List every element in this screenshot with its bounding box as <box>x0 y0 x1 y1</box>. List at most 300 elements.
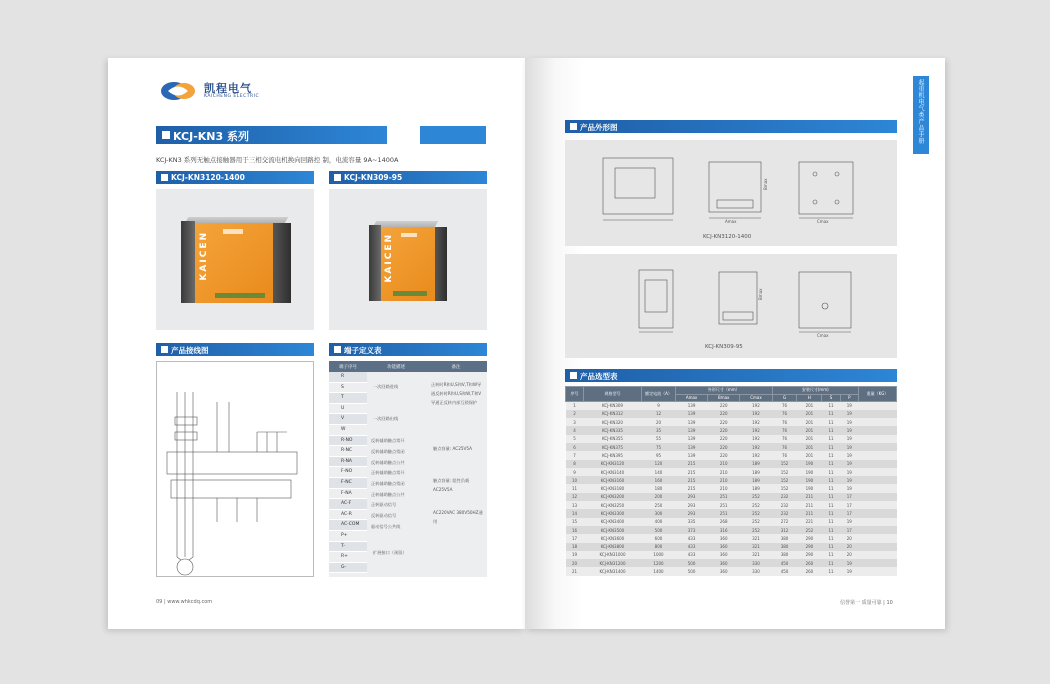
table-cell: 6 <box>566 443 584 451</box>
terminal-cell: G- <box>329 563 367 574</box>
table-cell: 95 <box>642 451 676 459</box>
table-cell: 210 <box>708 484 740 492</box>
outline-panel-a <box>565 140 897 246</box>
table-row <box>566 468 897 476</box>
table-cell: 232 <box>772 501 797 509</box>
table-cell-weight <box>859 509 897 517</box>
col-header-weight: 重量（KG） <box>859 387 897 402</box>
terminal-cell: V <box>329 414 367 425</box>
table-cell: 232 <box>772 509 797 517</box>
table-cell: 189 <box>740 484 772 492</box>
terminal-cell: AC-COM <box>329 520 367 531</box>
table-cell-weight <box>859 543 897 551</box>
right-footer: 信誉第一 质量可靠 | 10 <box>840 600 893 606</box>
table-cell: 11 <box>822 534 840 542</box>
remark-cell: 触点容量: 阻性负载 AC25V5A <box>433 478 470 492</box>
table-cell: 11 <box>822 418 840 426</box>
table-cell: 360 <box>708 551 740 559</box>
table-cell: KCJ-KN31200 <box>584 559 642 567</box>
table-cell: 316 <box>708 526 740 534</box>
product-photo-a <box>156 189 314 330</box>
table-cell: 321 <box>740 534 772 542</box>
table-cell: 11 <box>822 426 840 434</box>
terminal-cell: F-NA <box>329 489 367 500</box>
table-cell: 189 <box>740 460 772 468</box>
table-cell: 192 <box>740 435 772 443</box>
table-cell: 189 <box>740 476 772 484</box>
table-cell: 11 <box>822 567 840 575</box>
table-cell: 600 <box>642 534 676 542</box>
table-cell: 11 <box>822 402 840 410</box>
table-cell: 192 <box>740 402 772 410</box>
table-cell: 211 <box>797 501 822 509</box>
table-row <box>566 543 897 551</box>
function-cell: 反转辅助触点常开 <box>371 438 405 443</box>
table-cell: 16 <box>566 526 584 534</box>
table-cell: 433 <box>676 551 708 559</box>
function-cell: 驱动信号公共线 <box>371 524 401 529</box>
table-cell: 11 <box>822 476 840 484</box>
table-cell: 215 <box>676 460 708 468</box>
terminal-cell: R-NA <box>329 457 367 468</box>
table-cell-weight <box>859 426 897 434</box>
table-cell: 19 <box>840 410 858 418</box>
terminal-cell: R-NO <box>329 436 367 447</box>
table-cell: 321 <box>740 543 772 551</box>
left-footer: 09 | www.whkcdq.com <box>156 599 213 605</box>
table-cell: 19 <box>840 460 858 468</box>
terminal-cell: AC-F <box>329 499 367 510</box>
table-cell: 272 <box>772 518 797 526</box>
table-row <box>566 402 897 410</box>
terminal-cell: F-NO <box>329 467 367 478</box>
table-cell: 500 <box>676 559 708 567</box>
table-cell: 251 <box>708 493 740 501</box>
brand-subtitle: KAICHENG ELECTRIC <box>204 94 260 99</box>
table-cell: 450 <box>772 559 797 567</box>
table-cell-weight <box>859 567 897 575</box>
selection-table-body <box>566 402 897 576</box>
table-cell: 215 <box>676 476 708 484</box>
table-cell: 18 <box>566 543 584 551</box>
table-cell-weight <box>859 559 897 567</box>
table-cell: 2 <box>566 410 584 418</box>
square-bullet-icon <box>161 174 168 181</box>
table-cell: 20 <box>566 559 584 567</box>
table-cell: 139 <box>676 426 708 434</box>
model-a-label: KCJ-KN3120-1400 <box>171 172 245 182</box>
table-cell: 17 <box>840 526 858 534</box>
selection-header <box>565 369 897 382</box>
table-cell-weight <box>859 460 897 468</box>
table-row <box>566 526 897 534</box>
wiring-header <box>156 343 314 356</box>
square-bullet-icon <box>161 346 168 353</box>
table-cell: 19 <box>840 451 858 459</box>
table-cell: KCJ-KN355 <box>584 435 642 443</box>
table-cell: 192 <box>740 451 772 459</box>
table-cell: 201 <box>797 410 822 418</box>
table-cell: 192 <box>740 418 772 426</box>
table-cell: 19 <box>840 426 858 434</box>
table-row <box>566 476 897 484</box>
table-cell: 15 <box>566 518 584 526</box>
table-cell: 500 <box>642 526 676 534</box>
table-row <box>566 551 897 559</box>
function-cell: 正转驱动信号 <box>371 502 397 507</box>
table-cell: 9 <box>566 468 584 476</box>
table-cell: KCJ-KN3160 <box>584 476 642 484</box>
remark-cell: 正转时R和U,S和V,T和W导通反转时R和U,S和W,T和V导通正反转内部互锁保护 <box>431 382 482 405</box>
table-cell: 300 <box>642 509 676 517</box>
table-cell: KCJ-KN3400 <box>584 518 642 526</box>
table-cell: 19 <box>840 484 858 492</box>
table-cell: 76 <box>772 451 797 459</box>
table-cell-weight <box>859 493 897 501</box>
outline-drawing-b-icon <box>599 266 861 338</box>
table-row <box>566 534 897 542</box>
table-cell: 4 <box>566 426 584 434</box>
function-cell: 正转辅助触点公共 <box>371 492 405 497</box>
table-cell: 252 <box>797 526 822 534</box>
table-cell: 19 <box>840 476 858 484</box>
table-cell-weight <box>859 501 897 509</box>
table-cell: 11 <box>822 501 840 509</box>
table-cell: 19 <box>840 418 858 426</box>
table-cell: 360 <box>708 543 740 551</box>
dim-label-amax: Amax <box>725 219 737 224</box>
table-cell: 140 <box>642 468 676 476</box>
model-b-header <box>329 171 487 184</box>
table-cell-weight <box>859 526 897 534</box>
table-cell: 252 <box>740 518 772 526</box>
table-cell: 152 <box>772 476 797 484</box>
table-cell: 20 <box>840 534 858 542</box>
function-cell: 反转辅助触点常闭 <box>371 449 405 454</box>
table-cell: 380 <box>772 551 797 559</box>
table-cell: 215 <box>676 468 708 476</box>
table-row <box>566 509 897 517</box>
table-cell: 17 <box>840 501 858 509</box>
function-cell: 反转驱动信号 <box>371 513 397 518</box>
table-cell-weight <box>859 484 897 492</box>
table-cell: 373 <box>676 526 708 534</box>
table-cell-weight <box>859 418 897 426</box>
function-cell: 反转辅助触点公共 <box>371 460 405 465</box>
table-cell: 19 <box>840 567 858 575</box>
table-cell: 190 <box>797 468 822 476</box>
table-cell: 312 <box>772 526 797 534</box>
series-description: KCJ-KN3 系列无触点接触器用于三相交流电机换向回路控 制，电流容量 9A~1400A <box>156 156 399 164</box>
terminal-cell: W <box>329 425 367 436</box>
square-bullet-icon <box>570 123 577 130</box>
table-cell: 252 <box>740 526 772 534</box>
table-cell: KCJ-KN312 <box>584 410 642 418</box>
table-cell: 192 <box>740 410 772 418</box>
table-cell: 160 <box>642 476 676 484</box>
table-cell: 76 <box>772 410 797 418</box>
table-cell: 220 <box>708 435 740 443</box>
remark-cell: 触点容量: AC25V5A <box>433 446 472 451</box>
terminal-title: 端子定义表 <box>344 345 382 355</box>
terminal-header <box>329 343 487 356</box>
table-row <box>566 501 897 509</box>
table-cell: 14 <box>566 509 584 517</box>
col-header-model: 规格型号 <box>584 387 642 402</box>
table-cell-weight <box>859 402 897 410</box>
table-cell: 190 <box>797 476 822 484</box>
col-header-p: P <box>840 394 858 402</box>
table-cell: 19 <box>840 559 858 567</box>
table-cell: 220 <box>708 443 740 451</box>
table-cell: 210 <box>708 460 740 468</box>
table-cell: 251 <box>708 501 740 509</box>
selection-title: 产品选型表 <box>580 371 618 381</box>
table-cell: 1200 <box>642 559 676 567</box>
table-cell: 21 <box>566 567 584 575</box>
table-cell: 330 <box>740 567 772 575</box>
table-cell: 17 <box>840 509 858 517</box>
table-cell: 17 <box>566 534 584 542</box>
series-title-bar <box>156 126 486 144</box>
table-cell: 321 <box>740 551 772 559</box>
table-cell: 76 <box>772 435 797 443</box>
side-tab <box>913 76 929 154</box>
table-cell: 19 <box>840 468 858 476</box>
table-cell: 8 <box>566 460 584 468</box>
col-header-current: 额定电流（A） <box>642 387 676 402</box>
selection-table <box>565 386 897 576</box>
table-cell: 17 <box>840 493 858 501</box>
table-cell: 250 <box>642 501 676 509</box>
dim-label-cmax: Cmax <box>817 219 829 224</box>
outline-panel-b <box>565 254 897 358</box>
table-cell: 75 <box>642 443 676 451</box>
table-cell: 360 <box>708 567 740 575</box>
wiring-diagram <box>156 361 314 577</box>
table-cell-weight <box>859 551 897 559</box>
table-cell: 800 <box>642 543 676 551</box>
table-cell: 201 <box>797 451 822 459</box>
table-cell: 152 <box>772 484 797 492</box>
table-cell: 201 <box>797 426 822 434</box>
table-cell: 190 <box>797 460 822 468</box>
table-cell: 139 <box>676 443 708 451</box>
table-cell: 12 <box>642 410 676 418</box>
model-b-label: KCJ-KN309-95 <box>344 172 403 182</box>
table-row <box>566 435 897 443</box>
table-cell: 12 <box>566 493 584 501</box>
function-cell: 正转辅助触点常开 <box>371 470 405 475</box>
table-cell: 1400 <box>642 567 676 575</box>
table-cell: 19 <box>840 402 858 410</box>
function-cell: 一次回路进线 <box>373 384 399 389</box>
table-cell: 293 <box>676 501 708 509</box>
col-header-g: G <box>772 394 797 402</box>
table-cell: 1 <box>566 402 584 410</box>
table-cell: 221 <box>797 518 822 526</box>
table-cell: 290 <box>797 543 822 551</box>
table-row <box>566 484 897 492</box>
table-cell: 19 <box>840 443 858 451</box>
model-a-header <box>156 171 314 184</box>
left-page <box>108 58 525 629</box>
series-title: KCJ-KN3 系列 <box>173 130 249 143</box>
table-row <box>566 418 897 426</box>
table-cell: 11 <box>822 484 840 492</box>
terminal-cell: U <box>329 404 367 415</box>
table-cell: 20 <box>840 551 858 559</box>
col-header-remark: 备注 <box>425 361 487 372</box>
table-cell: 290 <box>797 551 822 559</box>
table-cell: 139 <box>676 435 708 443</box>
terminal-cell: R-NC <box>329 446 367 457</box>
table-cell: 11 <box>822 451 840 459</box>
table-cell: 19 <box>566 551 584 559</box>
table-cell: 433 <box>676 534 708 542</box>
outline-header <box>565 120 897 133</box>
table-cell: 293 <box>676 509 708 517</box>
function-cell: 正转辅助触点常闭 <box>371 481 405 486</box>
table-cell: 13 <box>566 501 584 509</box>
table-cell: KCJ-KN320 <box>584 418 642 426</box>
table-row <box>566 493 897 501</box>
table-cell: 76 <box>772 443 797 451</box>
table-cell: KCJ-KN3140 <box>584 468 642 476</box>
table-row <box>566 567 897 575</box>
table-cell: KCJ-KN335 <box>584 426 642 434</box>
table-cell-weight <box>859 534 897 542</box>
table-cell: 180 <box>642 484 676 492</box>
table-cell: KCJ-KN3800 <box>584 543 642 551</box>
table-cell: 11 <box>822 435 840 443</box>
table-cell: 201 <box>797 418 822 426</box>
table-cell: KCJ-KN375 <box>584 443 642 451</box>
function-cell: 扩展接口（预留） <box>373 550 407 555</box>
table-cell: 120 <box>642 460 676 468</box>
table-cell: 360 <box>708 559 740 567</box>
terminal-cell: P+ <box>329 531 367 542</box>
outline-a-caption: KCJ-KN3120-1400 <box>703 234 752 240</box>
dim-label-cmax: Cmax <box>817 333 829 338</box>
table-cell: 11 <box>822 443 840 451</box>
table-cell: 220 <box>708 402 740 410</box>
table-cell: 192 <box>740 443 772 451</box>
table-cell: KCJ-KN3120 <box>584 460 642 468</box>
table-cell: 11 <box>822 460 840 468</box>
table-cell: KCJ-KN3250 <box>584 501 642 509</box>
table-cell: 211 <box>797 509 822 517</box>
table-cell: 330 <box>740 559 772 567</box>
dim-label-bmax: Bmax <box>758 288 763 300</box>
table-cell: 11 <box>822 559 840 567</box>
table-cell: 252 <box>740 509 772 517</box>
table-cell: KCJ-KN3200 <box>584 493 642 501</box>
outline-title: 产品外形图 <box>580 122 618 132</box>
table-cell: 260 <box>797 559 822 567</box>
device-brand-text: KAICEN <box>384 233 394 283</box>
table-cell: 192 <box>740 426 772 434</box>
table-cell: KCJ-KN3600 <box>584 534 642 542</box>
col-header-no: 序号 <box>566 387 584 402</box>
table-cell: 220 <box>708 418 740 426</box>
col-header-cmax: Cmax <box>740 394 772 402</box>
table-cell: 220 <box>708 451 740 459</box>
table-row <box>566 460 897 468</box>
table-cell: 35 <box>642 426 676 434</box>
brand-logo-icon <box>160 80 200 102</box>
table-cell: 220 <box>708 426 740 434</box>
table-cell: 139 <box>676 451 708 459</box>
product-photo-b <box>329 189 487 330</box>
table-cell: KCJ-KN31000 <box>584 551 642 559</box>
col-header-mount: 安装尺寸(mm) <box>772 387 858 395</box>
table-cell-weight <box>859 468 897 476</box>
table-cell: 10 <box>566 476 584 484</box>
table-cell: 76 <box>772 402 797 410</box>
table-cell: 268 <box>708 518 740 526</box>
table-cell: 11 <box>822 543 840 551</box>
table-cell: 11 <box>822 410 840 418</box>
table-cell: 215 <box>676 484 708 492</box>
table-cell: 201 <box>797 443 822 451</box>
table-cell: 433 <box>676 543 708 551</box>
table-cell: 55 <box>642 435 676 443</box>
table-row <box>566 410 897 418</box>
terminal-cell: AC-R <box>329 510 367 521</box>
table-cell: 220 <box>708 410 740 418</box>
table-cell: 200 <box>642 493 676 501</box>
table-cell: 11 <box>822 468 840 476</box>
table-row <box>566 518 897 526</box>
col-header-outer: 外形尺寸（mm） <box>676 387 773 395</box>
table-cell: 139 <box>676 418 708 426</box>
table-row <box>566 559 897 567</box>
table-cell-weight <box>859 451 897 459</box>
table-cell: 210 <box>708 468 740 476</box>
table-cell: 11 <box>822 493 840 501</box>
table-cell: KCJ-KN3180 <box>584 484 642 492</box>
dim-label-bmax: Bmax <box>763 178 768 190</box>
col-header-terminal: 端子序号 <box>329 361 367 372</box>
terminal-cell: T- <box>329 542 367 553</box>
table-cell: 11 <box>822 518 840 526</box>
remark-cell: AC220VAC 380V50HZ通用 <box>433 510 483 524</box>
table-cell: 500 <box>676 567 708 575</box>
terminal-cell: T <box>329 393 367 404</box>
col-header-s: S <box>822 394 840 402</box>
table-cell: 380 <box>772 534 797 542</box>
table-cell: 252 <box>740 493 772 501</box>
table-cell: 251 <box>708 509 740 517</box>
table-cell: 3 <box>566 418 584 426</box>
table-cell: 360 <box>708 534 740 542</box>
table-cell: KCJ-KN309 <box>584 402 642 410</box>
table-cell: 1000 <box>642 551 676 559</box>
table-cell: 20 <box>840 543 858 551</box>
table-cell: KCJ-KN31400 <box>584 567 642 575</box>
table-cell: 335 <box>676 518 708 526</box>
table-cell: 380 <box>772 543 797 551</box>
wiring-schematic-icon <box>157 362 315 578</box>
outline-b-caption: KCJ-KN309-95 <box>705 344 743 350</box>
table-cell: 260 <box>797 567 822 575</box>
col-header-bmax: Bmax <box>708 394 740 402</box>
table-cell: 9 <box>642 402 676 410</box>
table-cell: 11 <box>822 509 840 517</box>
table-cell: 11 <box>566 484 584 492</box>
table-cell: 152 <box>772 460 797 468</box>
